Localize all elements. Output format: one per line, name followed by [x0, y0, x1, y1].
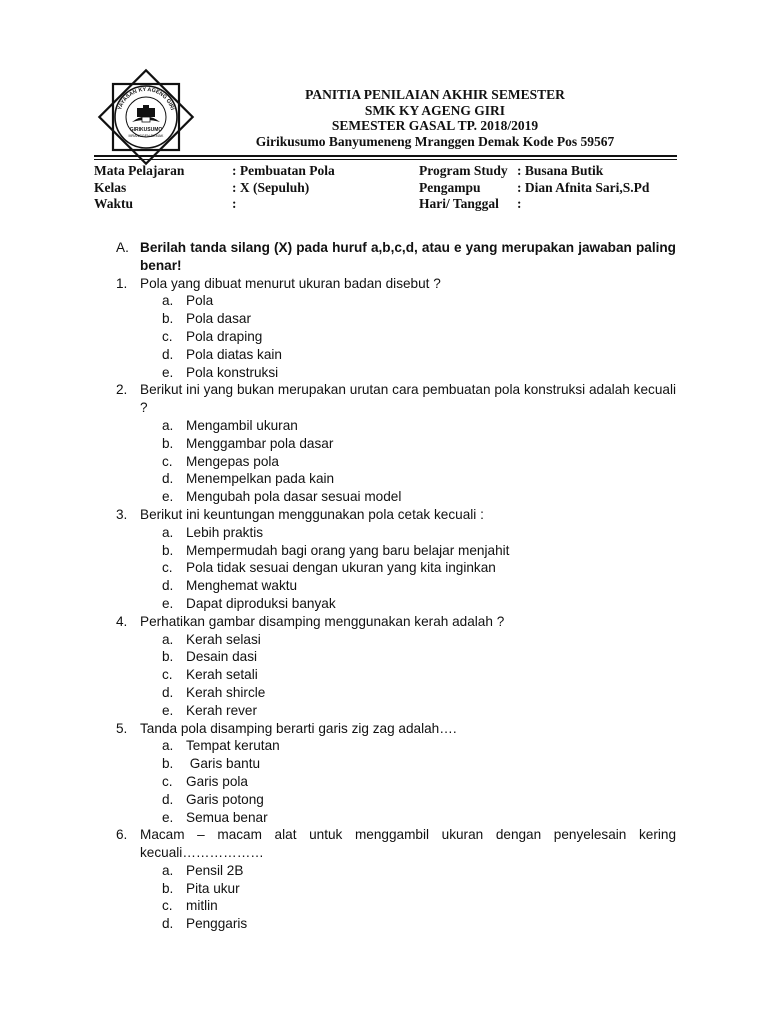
option-text: Mengepas pola [186, 453, 279, 469]
answer-option[interactable] [162, 897, 676, 915]
option-text: Lebih praktis [186, 524, 264, 540]
question-item [116, 613, 676, 720]
option-text: Garis potong [186, 791, 264, 807]
option-text: Pensil 2B [186, 862, 244, 878]
answer-option[interactable] [162, 542, 676, 560]
option-text: Mengambil ukuran [186, 417, 298, 433]
question-text: Pola yang dibuat menurut ukuran badan disebut ? [140, 275, 441, 291]
option-letter: a. [162, 524, 174, 540]
option-text: Garis pola [186, 773, 248, 789]
option-letter: d. [162, 684, 174, 700]
logo-location-text: GIRIKUSUMO [129, 127, 163, 133]
option-letter: d. [162, 916, 174, 932]
question-item [116, 381, 676, 506]
info-value-teacher: : Dian Afnita Sari,S.Pd [517, 179, 650, 195]
answer-option[interactable] [162, 809, 676, 827]
question-text: Berikut ini yang bukan merupakan urutan cara pembuatan pola konstruksi adalah kecuali ? [140, 382, 676, 416]
header-divider-thin [94, 159, 677, 160]
option-text: Menggambar pola dasar [186, 435, 334, 451]
info-left-values [232, 163, 335, 213]
school-address: Girikusumo Banyumeneng Mranggen Demak Kode Pos 59567 [255, 133, 615, 149]
option-letter: a. [162, 417, 174, 433]
answer-option[interactable] [162, 346, 676, 364]
question-row [116, 506, 676, 524]
option-text: Penggaris [186, 916, 248, 932]
option-letter: b. [162, 435, 174, 451]
option-text: Kerah rever [186, 702, 258, 718]
question-row [116, 720, 676, 738]
info-label-time: Waktu [94, 196, 134, 211]
info-label-class: Kelas [94, 179, 127, 195]
option-letter: b. [162, 542, 174, 558]
answer-option[interactable] [162, 435, 676, 453]
question-number: 5. [116, 720, 128, 736]
section-marker: A. [116, 240, 129, 255]
option-text: Pita ukur [186, 880, 240, 896]
info-right-labels [419, 163, 508, 213]
answer-option[interactable] [162, 417, 676, 435]
option-letter: c. [162, 328, 173, 344]
question-list [116, 275, 676, 933]
answer-option[interactable] [162, 292, 676, 310]
option-text: mitlin [186, 898, 218, 914]
question-number: 4. [116, 613, 128, 629]
option-letter: c. [162, 560, 173, 576]
option-text: Dapat diproduksi banyak [186, 595, 336, 611]
option-letter: d. [162, 791, 174, 807]
question-number: 2. [116, 382, 128, 398]
option-letter: e. [162, 702, 174, 718]
option-letter: c. [162, 898, 173, 914]
option-letter: d. [162, 578, 174, 594]
option-text: Menghemat waktu [186, 578, 298, 594]
question-text: Tanda pola disamping berarti garis zig zag adalah…. [140, 720, 457, 736]
school-name: SMK KY AGENG GIRI [364, 102, 506, 118]
question-number: 3. [116, 506, 128, 522]
question-number: 1. [116, 275, 128, 291]
option-letter: e. [162, 364, 174, 380]
option-letter: e. [162, 595, 174, 611]
option-text: Pola diatas kain [186, 346, 282, 362]
option-text: Kerah selasi [186, 631, 261, 647]
info-right-values [517, 163, 649, 213]
option-letter: b. [162, 649, 174, 665]
option-letter: a. [162, 631, 174, 647]
option-letter: a. [162, 293, 174, 309]
answer-option[interactable] [162, 577, 676, 595]
option-text: Tempat kerutan [186, 738, 280, 754]
option-letter: b. [162, 756, 174, 772]
answer-option[interactable] [162, 702, 676, 720]
semester-title: SEMESTER GASAL TP. 2018/2019 [331, 118, 539, 133]
option-letter: d. [162, 346, 174, 362]
answer-option[interactable] [162, 684, 676, 702]
question-row [116, 826, 676, 862]
option-text: Garis bantu [186, 756, 261, 772]
info-value-time: : [232, 196, 237, 211]
answer-option[interactable] [162, 773, 676, 791]
info-value-subject: : Pembuatan Pola [232, 163, 335, 178]
exam-header [200, 87, 670, 149]
info-value-date: : [517, 196, 522, 211]
option-text: Pola konstruksi [186, 364, 279, 380]
option-text: Desain dasi [186, 649, 258, 665]
answer-option[interactable] [162, 453, 676, 471]
answer-option[interactable] [162, 791, 676, 809]
option-text: Kerah shircle [186, 684, 266, 700]
info-label-teacher: Pengampu [419, 179, 481, 195]
question-text: Perhatikan gambar disamping menggunakan kerah adalah ? [140, 613, 505, 629]
answer-option[interactable] [162, 310, 676, 328]
answer-option[interactable] [162, 470, 676, 488]
question-item [116, 275, 676, 382]
option-letter: c. [162, 773, 173, 789]
answer-option[interactable] [162, 666, 676, 684]
logo-foundation-text: YAYASAN KY AGENG GIRI [117, 86, 175, 111]
question-item [116, 506, 676, 613]
option-text: Mempermudah bagi orang yang baru belajar menjahit [186, 542, 510, 558]
question-item [116, 720, 676, 827]
logo-region-text: MRANGGEN DEMAK [128, 134, 164, 138]
option-letter: c. [162, 667, 173, 683]
info-label-program: Program Study [419, 163, 508, 178]
section-instruction [116, 239, 676, 275]
option-text: Mengubah pola dasar sesuai model [186, 489, 402, 505]
option-text: Menempelkan pada kain [186, 471, 335, 487]
option-letter: d. [162, 471, 174, 487]
question-text: Berikut ini keuntungan menggunakan pola cetak kecuali : [140, 506, 484, 522]
option-text: Pola tidak sesuai dengan ukuran yang kita inginkan [186, 560, 496, 576]
info-label-date: Hari/ Tanggal [419, 196, 499, 211]
question-item [116, 826, 676, 933]
question-section [116, 239, 676, 933]
answer-option[interactable] [162, 755, 676, 773]
info-left-labels [94, 163, 184, 213]
school-logo [96, 67, 196, 167]
answer-option[interactable] [162, 328, 676, 346]
question-row [116, 275, 676, 293]
committee-title: PANITIA PENILAIAN AKHIR SEMESTER [305, 87, 565, 102]
answer-option[interactable] [162, 631, 676, 649]
answer-option[interactable] [162, 737, 676, 755]
option-letter: b. [162, 880, 174, 896]
answer-option[interactable] [162, 559, 676, 577]
instruction-text: Berilah tanda silang (X) pada huruf a,b,c,d, atau e yang merupakan jawaban paling benar! [140, 240, 676, 273]
option-letter: e. [162, 809, 174, 825]
answer-option[interactable] [162, 862, 676, 880]
option-text: Pola dasar [186, 311, 251, 327]
option-letter: a. [162, 738, 174, 754]
option-letter: a. [162, 862, 174, 878]
question-text: Macam – macam alat untuk menggambil ukuran dengan penyelesain kering kecuali……………… [140, 827, 676, 861]
option-text: Kerah setali [186, 667, 258, 683]
header-divider [94, 155, 677, 157]
answer-option[interactable] [162, 595, 676, 613]
question-row [116, 381, 676, 417]
question-row [116, 613, 676, 631]
option-letter: c. [162, 453, 173, 469]
option-letter: b. [162, 311, 174, 327]
answer-option[interactable] [162, 364, 676, 382]
answer-option[interactable] [162, 524, 676, 542]
answer-option[interactable] [162, 915, 676, 933]
answer-option[interactable] [162, 648, 676, 666]
answer-option[interactable] [162, 488, 676, 506]
option-text: Pola [186, 293, 214, 309]
option-text: Pola draping [186, 328, 263, 344]
question-number: 6. [116, 827, 128, 843]
info-value-class: : X (Sepuluh) [232, 179, 310, 195]
option-text: Semua benar [186, 809, 268, 825]
info-label-subject: Mata Pelajaran [94, 163, 185, 178]
answer-option[interactable] [162, 880, 676, 898]
option-letter: e. [162, 489, 174, 505]
info-value-program: : Busana Butik [517, 163, 604, 178]
